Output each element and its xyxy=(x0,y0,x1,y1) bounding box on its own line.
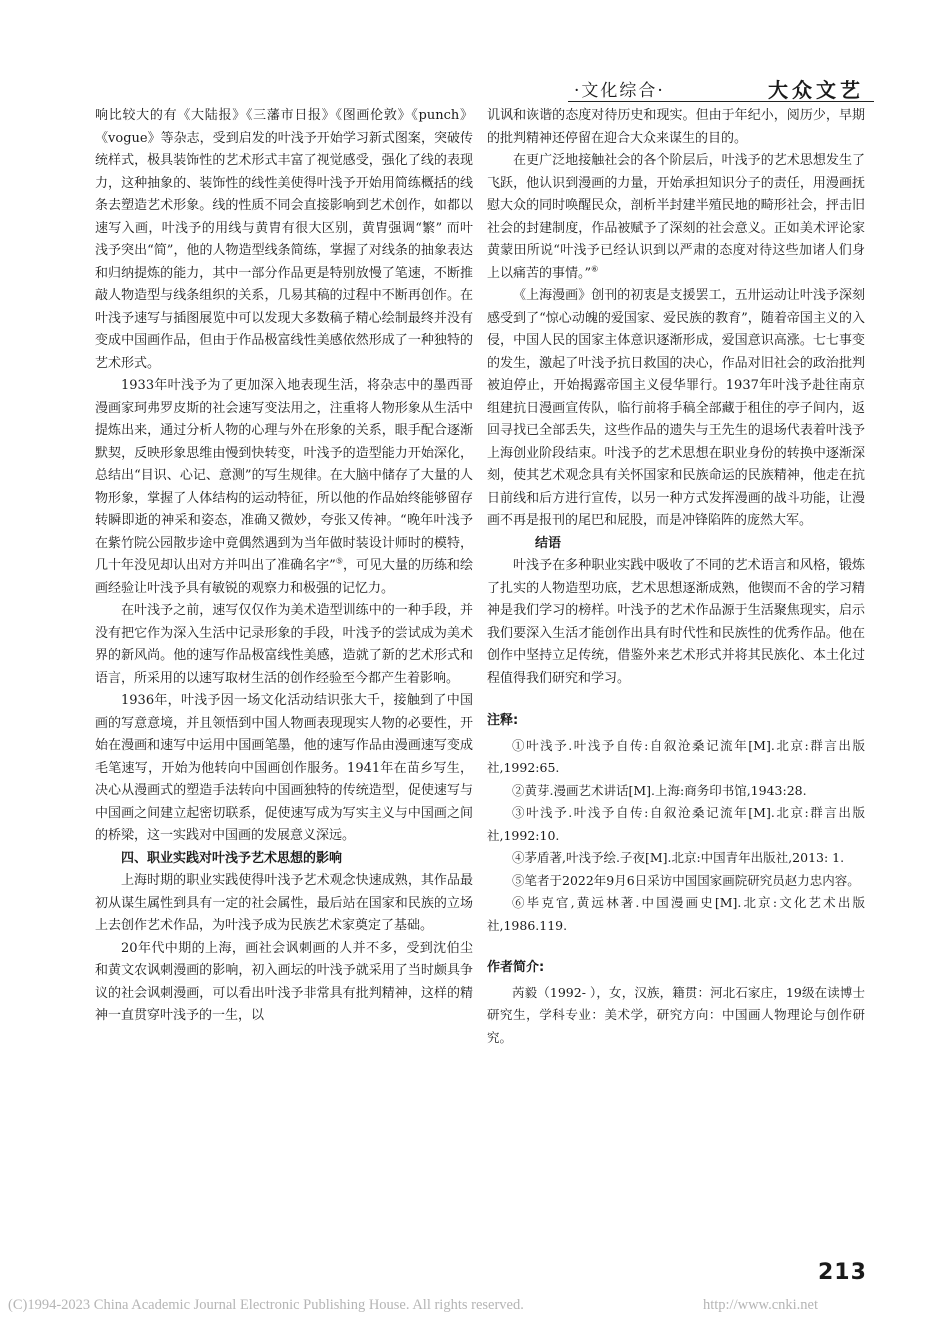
paragraph-text: 1933年叶浅予为了更加深入地表现生活，将杂志中的墨西哥漫画家珂弗罗皮斯的社会速写变法用之，注重将人物形象从生活中提炼出来，通过分析人物的心理与外在形象的关系，眼手配合逐渐默契，反映形象思维由慢到快转变，叶浅予的造型能力开始深化，总结出“目识、心记、意测”的写生规律。在大脑中储存了大量的人物形象，掌握了人体结构的运动特征，所以他的作品始终能够留存转瞬即逝的神采和姿态，准确又微妙，夸张又传神。“晚年叶浅予在紫竹院公园散步途中竟偶然遇到为当年做时装设计师时的模特，几十年没见却认出对方并叫出了准确名字” xyxy=(95,378,473,573)
footnote-item: ⑥毕克官,黄远林著.中国漫画史[M].北京:文化艺术出版社,1986.119. xyxy=(487,895,865,933)
paragraph xyxy=(487,150,865,285)
section-heading: 四、职业实践对叶浅予艺术思想的影响 xyxy=(121,850,343,866)
paragraph: 上海时期的职业实践使得叶浅予艺术观念快速成熟，其作品最初从谋生属性到具有一定的社会属性，最后站在国家和民族的立场上去创作艺术作品，为叶浅予成为民族艺术家奠定了基础。 xyxy=(95,873,473,933)
footnote-item: ④茅盾著,叶浅予绘.子夜[M].北京:中国青年出版社,2013: 1. xyxy=(512,850,845,865)
paragraph-text: ，可见大量的历练和绘画经验让叶浅予具有敏锐的观察力和极强的记忆力。 xyxy=(95,558,473,596)
journal-title: 大众文艺 xyxy=(768,78,864,102)
copyright-text: (C)1994-2023 China Academic Journal Electronic Publishing House. All rights reserved. xyxy=(8,1297,524,1313)
paragraph: 叶浅予在多种职业实践中吸收了不同的艺术语言和风格，锻炼了扎实的人物造型功底，艺术思想逐渐成熟，他锲而不舍的学习精神是我们学习的榜样。叶浅予的艺术作品源于生活聚焦现实，启示我们要深入生活才能创作出具有时代性和民族性的优秀作品。他在创作中坚持立足传统，借鉴外来艺术形式并将其民族化、本土化过程值得我们研究和学习。 xyxy=(487,558,865,686)
notes-heading: 注释: xyxy=(487,713,519,728)
footnote-item: ⑤笔者于2022年9月6日采访中国国家画院研究员赵力忠内容。 xyxy=(512,872,860,888)
conclusion-heading: 结语 xyxy=(535,535,562,551)
section-label: ·文化综合· xyxy=(574,81,665,101)
paragraph: 在叶浅予之前，速写仅仅作为美术造型训练中的一种手段，并没有把它作为深入生活中记录形象的手段，叶浅予的尝试成为美术界的新风尚。他的速写作品极富线性美感，造就了新的艺术形式和语言，所采用的以速写取材生活的创作经验至今都产生着影响。 xyxy=(95,603,473,686)
footnote-item: ②黄芽.漫画艺术讲话[M].上海:商务印书馆,1943:28. xyxy=(512,782,807,798)
paragraph: 1936年，叶浅予因一场文化活动结识张大千，接触到了中国画的写意意境，并且领悟到中国人物画表现现实人物的必要性，开始在漫画和速写中运用中国画笔墨，他的速写作品由漫画速写变成毛笔速写，开始为他转向中国画创作服务。1941年在苗乡写生，决心从漫画式的塑造手法转向中国画独特的传统造型，促使速写与中国画之间建立起密切联系，促使速写成为写实主义与中国画之间的桥梁，这一实践对中国画的发展意义深远。 xyxy=(95,693,473,843)
right-column xyxy=(487,105,865,1049)
copyright-line xyxy=(8,1297,948,1314)
author-bio-heading: 作者简介: xyxy=(487,960,545,975)
paragraph: 20年代中期的上海，画社会讽刺画的人并不多，受到沈伯尘和黄文农讽刺漫画的影响，初入画坛的叶浅予就采用了当时颇具争议的社会讽刺漫画，可以看出叶浅予非常具有批判精神，这样的精神一直贯穿叶浅予的一生，以 xyxy=(95,940,473,1023)
publisher-url[interactable]: http://www.cnki.net xyxy=(702,1297,818,1313)
footnote-ref: ⑤ xyxy=(335,556,343,566)
header-divider xyxy=(568,101,874,102)
running-header xyxy=(574,74,864,104)
paragraph: 《上海漫画》创刊的初衷是支援罢工，五卅运动让叶浅予深刻感受到了“惊心动魄的爱国家、爱民族的教育”，随着帝国主义的入侵，中国人民的国家主体意识逐渐形成，爱国意识高涨。七七事变的发生，激起了叶浅予抗日救国的决心，作品对旧社会的政治批判被迫停止，开始揭露帝国主义侵华罪行。1937年叶浅予赴往南京组建抗日漫画宣传队，临行前将手稿全部藏于租住的亭子间内，返回寻找已全部丢失，这些作品的遗失与王先生的退场代表着叶浅予上海创业阶段结束。叶浅予的艺术思想在职业身份的转换中逐渐深刻，使其艺术观念具有关怀国家和民族命运的民族精神，他走在抗日前线和后方进行宣传，以另一种方式发挥漫画的战斗功能，让漫画不再是报刊的尾巴和屁股，而是冲锋陷阵的庞然大军。 xyxy=(487,288,865,528)
left-column xyxy=(95,105,473,1028)
footnote-item: ①叶浅予.叶浅予自传:自叙沧桑记流年[M].北京:群言出版社,1992:65. xyxy=(487,737,865,775)
footnote-item: ③叶浅予.叶浅予自传:自叙沧桑记流年[M].北京:群言出版社,1992:10. xyxy=(487,805,865,843)
paragraph-text: 在更广泛地接触社会的各个阶层后，叶浅予的艺术思想发生了飞跃，他认识到漫画的力量，开始承担知识分子的责任，用漫画抚慰大众的同时唤醒民众，剖析半封建半殖民地的畸形社会，抨击旧社会的封建制度，作品被赋予了深刻的社会意义。正如美术评论家黄蒙田所说“叶浅予已经认识到以严肃的态度对待这些加诸人们身上以痛苦的事情。” xyxy=(487,153,865,281)
paragraph: 响比较大的有《大陆报》《三藩市日报》《图画伦敦》《punch》《vogue》等杂志，受到启发的叶浅予开始学习新式图案，突破传统样式，极具装饰性的艺术形式丰富了视觉感受，强化了线的表现力，这种抽象的、装饰性的线性美使得叶浅予开始用简练概括的线条去塑造艺术形象。线的性质不同会直接影响到艺术创作，如都以速写入画，叶浅予的用线与黄胄有很大区别，黄胄强调“繁” 而叶浅予突出“简”，他的人物造型线条简练，掌握了对线条的抽象表达和归纳提炼的能力，其中一部分作品更是特别放慢了笔速，不断推敲人物造型与线条组织的关系，几易其稿的过程中不断再创作。在叶浅予速写与插图展览中可以发现大多数稿子精心绘制最终并没有变成中国画作品，但由于作品极富线性美感依然形成了一种独特的艺术形式。 xyxy=(95,108,473,371)
author-bio: 芮毅（1992- ），女，汉族，籍贯：河北石家庄，19级在读博士研究生，学科专业：美术学，研究方向：中国画人物理论与创作研究。 xyxy=(487,984,865,1045)
paragraph: 讥讽和诙谐的态度对待历史和现实。但由于年纪小，阅历少，早期的批判精神还停留在迎合大众来谋生的目的。 xyxy=(487,108,865,146)
paragraph xyxy=(95,375,473,600)
page-number: 213 xyxy=(818,1260,867,1285)
footnote-ref: ⑥ xyxy=(591,264,599,274)
